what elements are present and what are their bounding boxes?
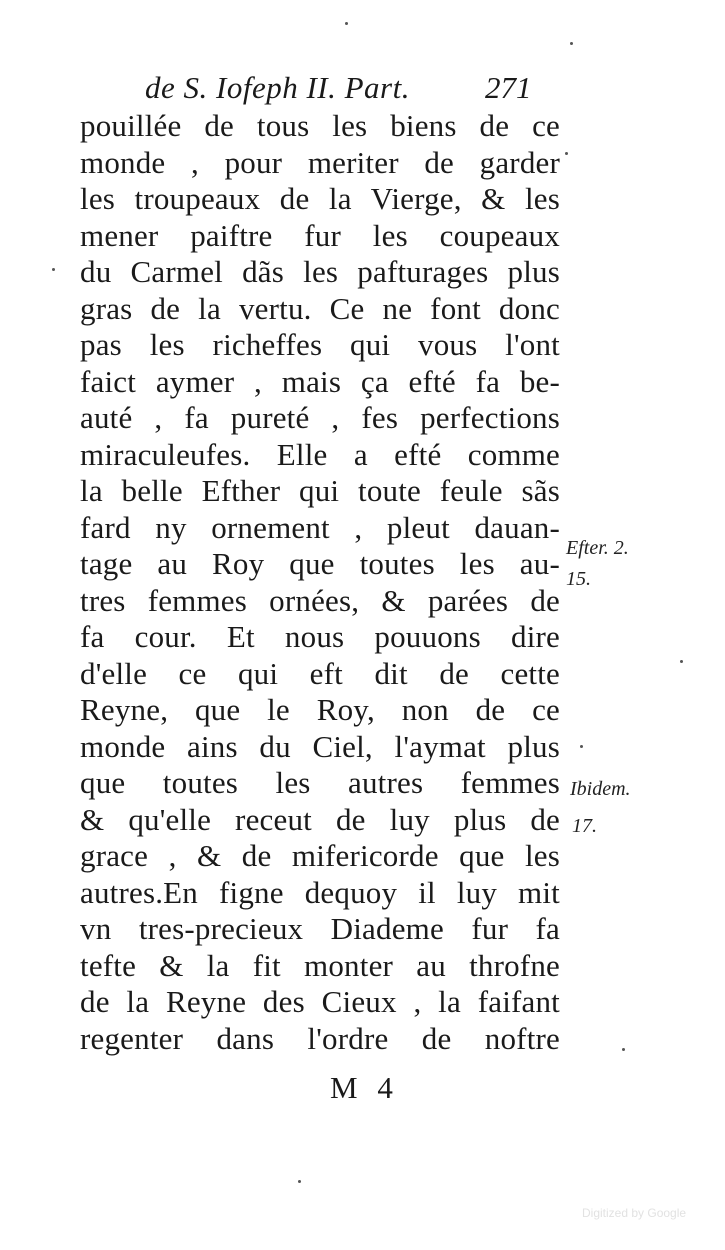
text-line: faict aymer , mais ça efté fa be- — [80, 363, 560, 399]
text-line: miraculeufes. Elle a efté comme — [80, 436, 560, 472]
text-line: fa cour. Et nous pouuons dire — [80, 619, 560, 654]
text-line: Reyne, que le Roy, non de ce — [80, 692, 560, 727]
text-line: pas les richeffes qui vous l'ont — [80, 327, 560, 362]
speck — [680, 660, 683, 663]
text-line: pouillée de tous les biens de ce — [80, 108, 560, 143]
text-line: d'elle ce qui eft dit de cette — [80, 655, 560, 691]
running-title: de S. Iofeph II. Part. — [145, 70, 410, 105]
speck — [52, 268, 55, 271]
text-line: autres.En figne dequoy il luy mit — [80, 874, 560, 910]
text-line: gras de la vertu. Ce ne font donc — [80, 290, 560, 326]
text-line: de la Reyne des Cieux , la faifant — [80, 984, 560, 1019]
text-line: grace , & de mifericorde que les — [80, 838, 560, 873]
body-text — [80, 108, 560, 1057]
margin-note-esther-verse: 15. — [566, 568, 591, 590]
page-number: 271 — [485, 70, 532, 105]
text-line: fard ny ornement , pleut dauan- — [80, 509, 560, 545]
digitizer-watermark: Digitized by Google — [582, 1206, 687, 1220]
signature-mark: M 4 — [330, 1070, 399, 1105]
text-line: tres femmes ornées, & parées de — [80, 582, 560, 618]
page-header — [145, 70, 545, 110]
text-line: vn tres-precieux Diademe fur fa — [80, 911, 560, 946]
margin-note-ibidem-verse: 17. — [572, 815, 597, 837]
text-line: les troupeaux de la Vierge, & les — [80, 181, 560, 216]
margin-note-esther-ref: Efter. 2. — [566, 537, 629, 559]
text-line: monde ains du Ciel, l'aymat plus — [80, 728, 560, 764]
text-line: tage au Roy que toutes les au- — [80, 546, 560, 581]
margin-note-ibidem-ref: Ibidem. — [570, 778, 631, 800]
text-line: regenter dans l'ordre de noftre — [80, 1020, 560, 1056]
speck — [565, 152, 568, 155]
text-line: que toutes les autres femmes — [80, 765, 560, 800]
speck — [570, 42, 573, 45]
text-line: & qu'elle receut de luy plus de — [80, 801, 560, 837]
text-line: monde , pour meriter de garder — [80, 144, 560, 180]
speck — [622, 1048, 625, 1051]
text-line: auté , fa pureté , fes perfections — [80, 400, 560, 435]
speck — [298, 1180, 301, 1183]
text-line: la belle Efther qui toute feule sãs — [80, 473, 560, 508]
text-line: du Carmel dãs les pafturages plus — [80, 254, 560, 289]
text-line: mener paiftre fur les coupeaux — [80, 217, 560, 253]
speck — [580, 745, 583, 748]
speck — [345, 22, 348, 25]
text-line: tefte & la fit monter au throfne — [80, 947, 560, 983]
